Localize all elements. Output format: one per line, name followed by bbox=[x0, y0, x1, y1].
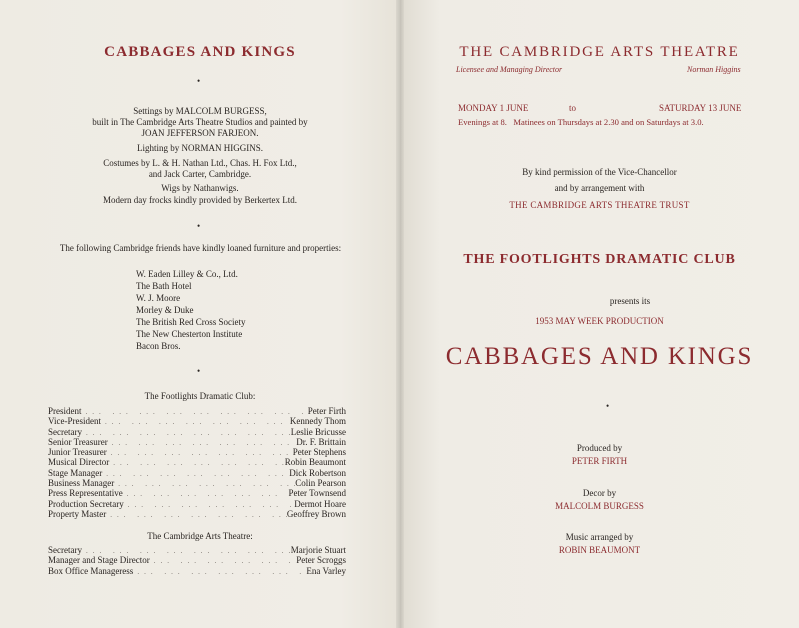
table-row bbox=[48, 416, 346, 426]
licensee-label: Licensee and Managing Director bbox=[456, 65, 563, 74]
credit-line: Lighting by NORMAN HIGGINS. bbox=[137, 143, 263, 153]
theatre-title: THE CAMBRIDGE ARTS THEATRE bbox=[459, 44, 740, 60]
table-row bbox=[48, 566, 346, 576]
list-item: W. Eaden Lilley & Co., Ltd. bbox=[136, 269, 238, 279]
friends-intro: The following Cambridge friends have kindly loaned furniture and properties: bbox=[59, 243, 342, 253]
role-label: Manager and Stage Director bbox=[48, 555, 150, 566]
role-label: President bbox=[48, 406, 82, 416]
table-row bbox=[48, 509, 346, 519]
role-label: Junior Treasurer bbox=[48, 447, 107, 458]
role-name: Peter Stephens bbox=[292, 447, 346, 458]
table-row bbox=[48, 447, 346, 457]
table-row bbox=[48, 478, 346, 488]
music-by-label: Music arranged by bbox=[565, 532, 634, 542]
role-label: Production Secretary bbox=[48, 498, 124, 509]
credit-line: Wigs by Nathanwigs. bbox=[161, 183, 239, 193]
trust-name: THE CAMBRIDGE ARTS THEATRE TRUST bbox=[509, 200, 690, 210]
leader-dots bbox=[101, 417, 290, 427]
bullet-icon: • bbox=[606, 401, 610, 411]
leader-dots bbox=[106, 510, 287, 520]
leader-dots bbox=[82, 407, 308, 417]
bullet-icon: • bbox=[197, 366, 201, 376]
music-name: ROBIN BEAUMONT bbox=[558, 545, 641, 555]
credit-line: Costumes by L. & H. Nathan Ltd., Chas. H. Fox Ltd., bbox=[103, 158, 297, 168]
permission-line: By kind permission of the Vice-Chancellor bbox=[522, 167, 677, 177]
table-row bbox=[48, 427, 346, 437]
list-item: The Bath Hotel bbox=[136, 281, 192, 291]
list-item: W. J. Moore bbox=[136, 293, 181, 303]
table-row bbox=[48, 545, 346, 555]
leader-dots bbox=[150, 556, 297, 566]
decor-name: MALCOLM BURGESS bbox=[555, 501, 644, 511]
role-name: Marjorie Stuart bbox=[290, 545, 346, 555]
produced-by-label: Produced by bbox=[576, 443, 623, 453]
presents-line: presents its bbox=[609, 296, 651, 306]
leader-dots bbox=[114, 479, 295, 489]
role-label: Secretary bbox=[48, 545, 82, 555]
club-roles bbox=[48, 406, 346, 519]
role-name: Robin Beaumont bbox=[284, 457, 346, 468]
role-name: Dermot Hoare bbox=[294, 498, 346, 509]
bullet-icon: • bbox=[197, 76, 201, 86]
role-name: Leslie Bricusse bbox=[290, 426, 346, 437]
friends-list bbox=[136, 268, 246, 352]
role-name: Geoffrey Brown bbox=[286, 508, 346, 519]
date-to-word: to bbox=[569, 103, 577, 113]
table-row bbox=[48, 437, 346, 447]
role-label: Stage Manager bbox=[48, 467, 103, 478]
table-row bbox=[48, 488, 346, 498]
producer-name: PETER FIRTH bbox=[571, 456, 628, 466]
role-name: Colin Pearson bbox=[295, 478, 346, 489]
permission-line: and by arrangement with bbox=[554, 183, 645, 193]
table-row bbox=[48, 555, 346, 565]
role-label: Business Manager bbox=[48, 478, 115, 489]
role-name: Dick Robertson bbox=[289, 467, 346, 478]
club-name: THE FOOTLIGHTS DRAMATIC CLUB bbox=[463, 252, 736, 267]
role-label: Vice-President bbox=[48, 416, 101, 427]
role-label: Property Master bbox=[48, 508, 107, 519]
role-name: Peter Scroggs bbox=[296, 555, 346, 566]
role-name: Kennedy Thom bbox=[289, 416, 346, 427]
club-heading: The Footlights Dramatic Club: bbox=[144, 391, 256, 401]
list-item: The New Chesterton Institute bbox=[136, 329, 243, 339]
role-label: Press Representative bbox=[48, 488, 123, 499]
production-line: 1953 MAY WEEK PRODUCTION bbox=[535, 316, 664, 326]
role-label: Musical Director bbox=[48, 457, 110, 468]
theatre-heading: The Cambridge Arts Theatre: bbox=[147, 531, 253, 541]
role-label: Senior Treasurer bbox=[48, 436, 108, 447]
leader-dots bbox=[108, 438, 296, 448]
list-item: The British Red Cross Society bbox=[136, 317, 246, 327]
leader-dots bbox=[123, 489, 289, 499]
left-title: CABBAGES AND KINGS bbox=[104, 44, 296, 60]
decor-by-label: Decor by bbox=[582, 488, 617, 498]
licensee-name: Norman Higgins bbox=[687, 65, 741, 74]
date-until: SATURDAY 13 JUNE bbox=[659, 103, 742, 113]
role-name: Dr. F. Brittain bbox=[296, 436, 346, 447]
leader-dots bbox=[107, 448, 293, 458]
table-row bbox=[48, 468, 346, 478]
table-row bbox=[48, 457, 346, 467]
role-name: Peter Townsend bbox=[288, 488, 346, 499]
performance-times: Evenings at 8. Matinees on Thursdays at 2.30 and on Saturdays at 3.0. bbox=[458, 117, 704, 127]
table-row bbox=[48, 499, 346, 509]
leader-dots bbox=[133, 567, 306, 577]
list-item: Bacon Bros. bbox=[136, 341, 181, 351]
leader-dots bbox=[102, 469, 289, 479]
bullet-icon: • bbox=[197, 221, 201, 231]
credit-line: Settings by MALCOLM BURGESS, bbox=[133, 106, 267, 116]
date-from: MONDAY 1 JUNE bbox=[458, 103, 529, 113]
credit-line: and Jack Carter, Cambridge. bbox=[148, 169, 252, 179]
list-item: Morley & Duke bbox=[136, 305, 194, 315]
leader-dots bbox=[82, 428, 291, 438]
credit-line: Modern day frocks kindly provided by Berkertex Ltd. bbox=[103, 195, 297, 205]
theatre-roles bbox=[48, 545, 346, 576]
leader-dots bbox=[124, 500, 295, 510]
credit-line: JOAN JEFFERSON FARJEON. bbox=[141, 128, 259, 138]
role-name: Peter Firth bbox=[307, 406, 346, 416]
role-name: Ena Varley bbox=[306, 565, 346, 576]
show-title: CABBAGES AND KINGS bbox=[445, 343, 754, 370]
credit-line: built in The Cambridge Arts Theatre Studios and painted by bbox=[92, 117, 308, 127]
leader-dots bbox=[109, 458, 285, 468]
table-row bbox=[48, 406, 346, 416]
role-label: Box Office Manageress bbox=[48, 565, 134, 576]
role-label: Secretary bbox=[48, 426, 82, 437]
